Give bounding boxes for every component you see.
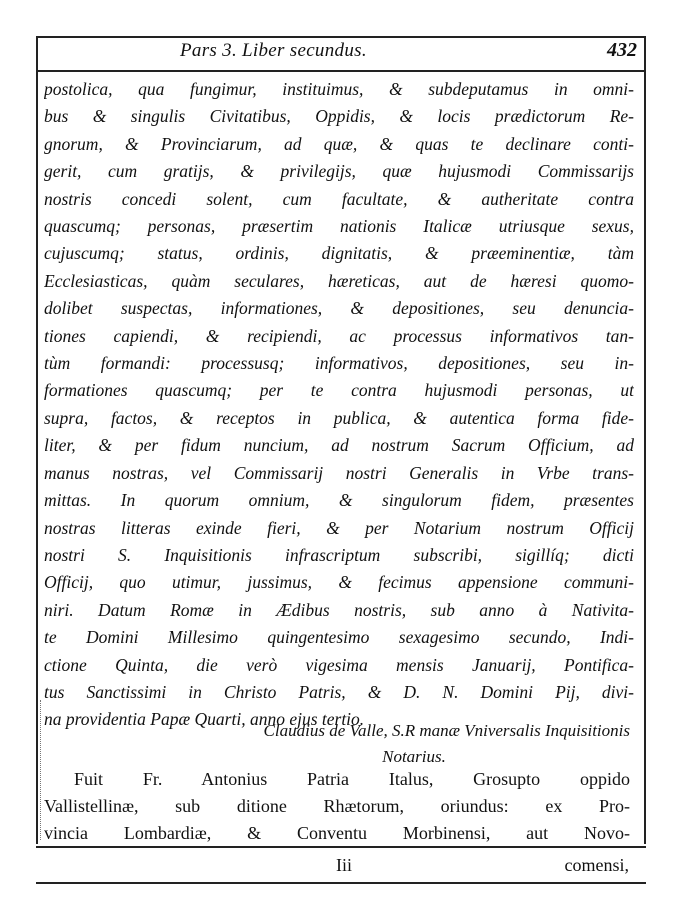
body-line: ctione Quinta, die verò vigesima mensis Januarij, Pontifica- — [44, 654, 634, 675]
roman-line: Vallistellinæ, sub ditione Rhætorum, oriundus: ex Pro- — [44, 796, 630, 816]
roman-body-text — [44, 766, 630, 847]
notary-signature — [44, 718, 634, 770]
body-line: supra, factos, & receptos in publica, & autentica forma fide- — [44, 407, 634, 428]
body-line: Officij, quo utimur, jussimus, & fecimus appensione communi- — [44, 572, 634, 593]
running-head: Pars 3. Liber secundus. — [180, 40, 367, 61]
body-line: gnorum, & Provinciarum, ad quæ, & quas te declinare conti- — [44, 133, 634, 154]
body-line: gerit, cum gratijs, & privilegijs, quæ hujusmodi Commissarijs — [44, 161, 634, 182]
roman-line: Fuit Fr. Antonius Patria Italus, Grosupto oppido — [74, 769, 630, 789]
page-number: 432 — [607, 39, 637, 61]
signature-title: Notarius. — [382, 747, 446, 766]
body-line: nostras litteras exinde fieri, & per Notarium nostrum Officij — [44, 517, 634, 538]
body-line: mittas. In quorum omnium, & singulorum fidem, præsentes — [44, 490, 634, 511]
header-rule — [36, 70, 646, 72]
body-line: niri. Datum Romæ in Ædibus nostris, sub anno à Nativita- — [44, 599, 634, 620]
body-line: cujuscumq; status, ordinis, dignitatis, & præeminentiæ, tàm — [44, 243, 634, 264]
body-line: nostri S. Inquisitionis infrascriptum subscribi, sigillíq; dicti — [44, 544, 634, 565]
roman-line: vincia Lombardiæ, & Conventu Morbinensi, aut Novo- — [44, 823, 630, 843]
top-rule — [36, 36, 646, 38]
body-line: tùm formandi: processusq; informativos, depositiones, seu in- — [44, 353, 634, 374]
body-line: manus nostras, vel Commissarij nostri Generalis in Vrbe trans- — [44, 462, 634, 483]
body-line: bus & singulis Civitatibus, Oppidis, & locis prædictorum Re- — [44, 106, 634, 127]
body-line: dolibet suspectas, informationes, & depositiones, seu denuncia- — [44, 298, 634, 319]
body-line: na providentia Papæ Quarti, anno ejus tertio. — [44, 709, 365, 730]
body-line: postolica, qua fungimur, instituimus, & subdeputamus in omni- — [44, 79, 634, 99]
body-line: Ecclesiasticas, quàm seculares, hæreticas, aut de hæresi quomo- — [44, 270, 634, 291]
signature-mark: Iii — [336, 855, 352, 875]
signature-name: Claudius de Valle, S.R manæ Vniversalis Inquisitionis — [263, 721, 630, 740]
catchword: comensi, — [564, 855, 629, 875]
body-line: formationes quascumq; per te contra hujusmodi personas, ut — [44, 380, 634, 401]
italic-body-text — [44, 76, 634, 734]
body-line: liter, & per fidum nuncium, ad nostrum Sacrum Officium, ad — [44, 435, 634, 456]
body-line: te Domini Millesimo quingentesimo sexagesimo secundo, Indi- — [44, 627, 634, 648]
body-line: quascumq; personas, præsertim nationis Italicæ utriusque sexus, — [44, 216, 634, 237]
body-line: nostris concedi solent, cum facultate, & autheritate contra — [44, 188, 634, 209]
body-line: tiones capiendi, & recipiendi, ac processus informativos tan- — [44, 325, 634, 346]
footer-rule — [36, 882, 646, 884]
body-line: tus Sanctissimi in Christo Patris, & D. N. Domini Pij, divi- — [44, 681, 634, 702]
